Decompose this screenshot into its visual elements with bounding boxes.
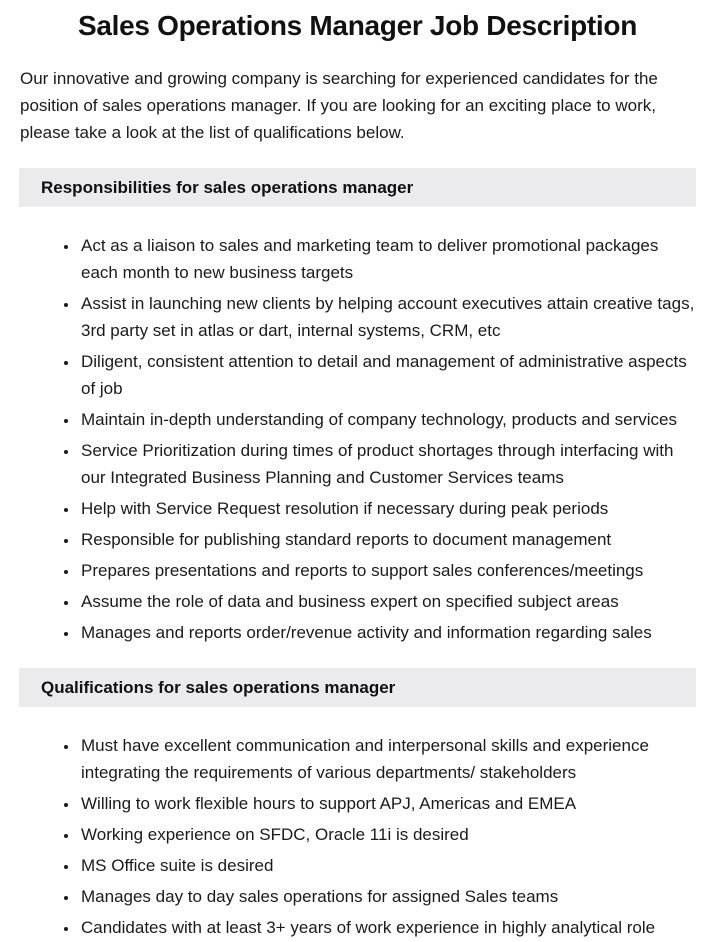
list-item: • Manages and reports order/revenue activity and information regarding sales [79, 619, 696, 646]
list-item: • Assist in launching new clients by helping account executives attain creative tags, 3rd party set in atlas or dart, internal systems, CRM, etc [79, 290, 696, 344]
list-item: • Candidates with at least 3+ years of work experience in highly analytical role [79, 914, 696, 941]
page-title: Sales Operations Manager Job Description [77, 10, 638, 41]
responsibilities-section [19, 168, 696, 646]
list-item: • Willing to work flexible hours to support APJ, Americas and EMEA [79, 790, 696, 817]
qualifications-list [19, 732, 696, 941]
list-item: • Diligent, consistent attention to detail and management of administrative aspects of job [79, 348, 696, 402]
responsibilities-heading: Responsibilities for sales operations manager [19, 168, 696, 207]
qualifications-section [19, 668, 696, 941]
list-item: • Maintain in-depth understanding of company technology, products and services [79, 406, 696, 433]
list-item: • MS Office suite is desired [79, 852, 696, 879]
list-item: • Act as a liaison to sales and marketing team to deliver promotional packages each month to new business targets [79, 232, 696, 286]
list-item: • Working experience on SFDC, Oracle 11i is desired [79, 821, 696, 848]
responsibilities-list [19, 232, 696, 646]
list-item: • Manages day to day sales operations for assigned Sales teams [79, 883, 696, 910]
list-item: • Responsible for publishing standard reports to document management [79, 526, 696, 553]
list-item: • Help with Service Request resolution if necessary during peak periods [79, 495, 696, 522]
qualifications-heading: Qualifications for sales operations manager [19, 668, 696, 707]
intro-paragraph: Our innovative and growing company is searching for experienced candidates for the position of sales operations manager. If you are looking for an exciting place to work, please take a look at the list of qualifications below. [20, 69, 658, 142]
list-item: • Service Prioritization during times of product shortages through interfacing with our Integrated Business Planning and Customer Services teams [79, 437, 696, 491]
list-item: • Must have excellent communication and interpersonal skills and experience integrating the requirements of various departments/ stakeholders [79, 732, 696, 786]
list-item: • Assume the role of data and business expert on specified subject areas [79, 588, 696, 615]
list-item: • Prepares presentations and reports to support sales conferences/meetings [79, 557, 696, 584]
